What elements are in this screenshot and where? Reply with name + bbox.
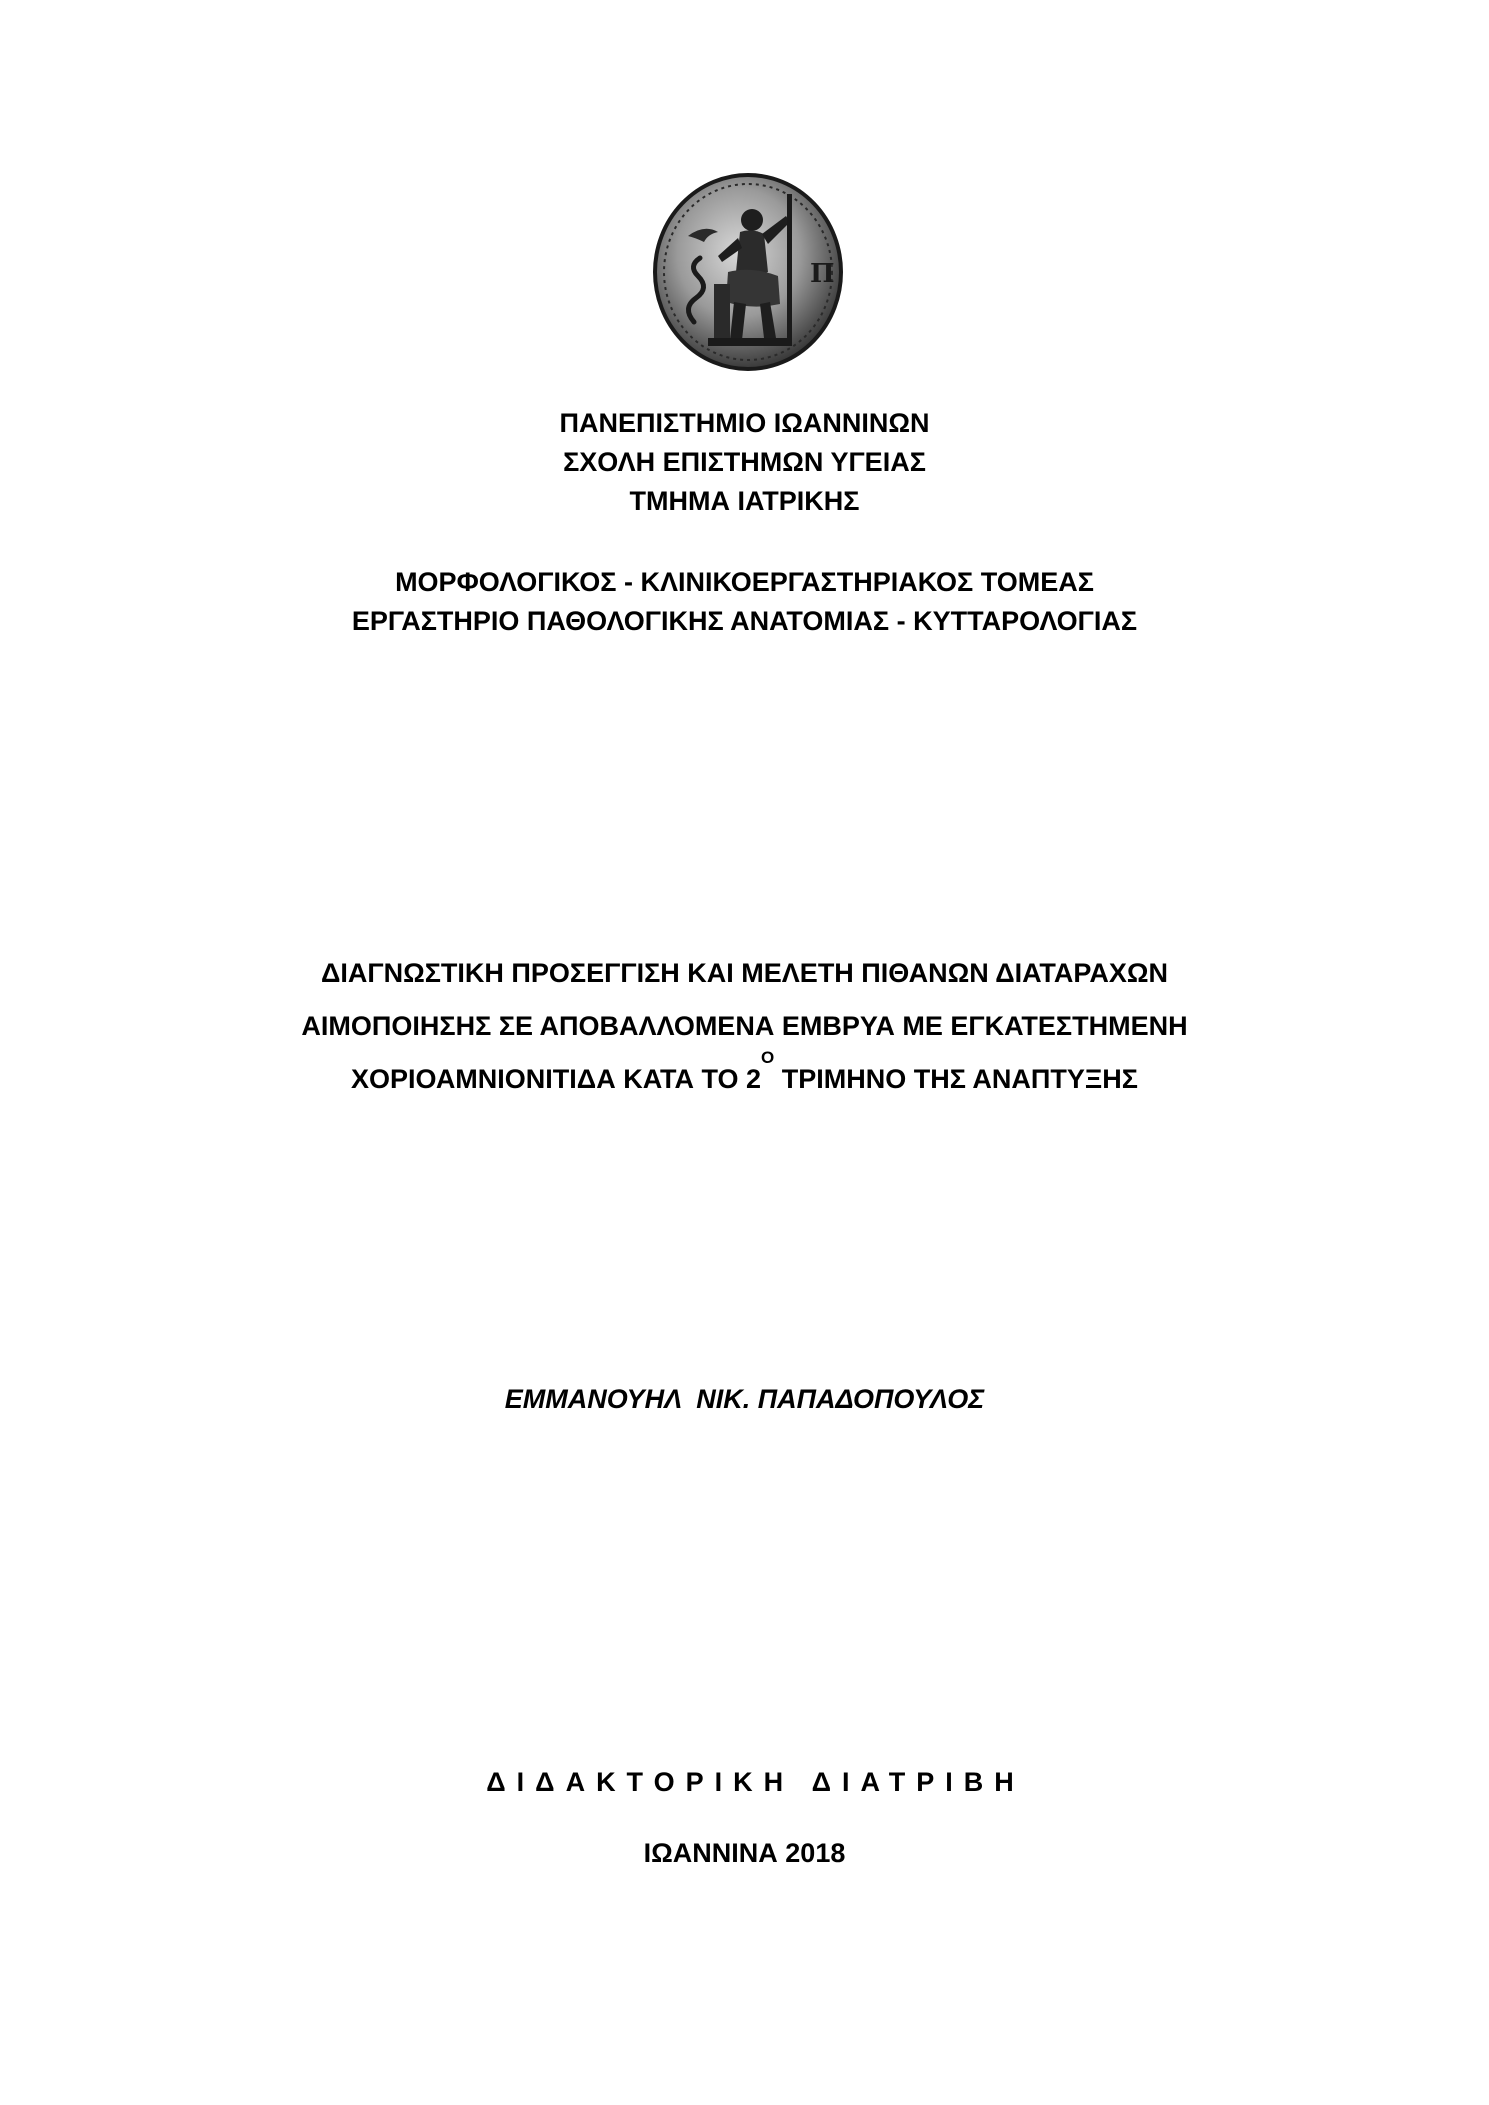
thesis-title-line-1: ΔΙΑΓΝΩΣΤΙΚΗ ΠΡΟΣΕΓΓΙΣΗ ΚΑΙ ΜΕΛΕΤΗ ΠΙΘΑΝΩΝ ΔΙΑΤΑΡΑΧΩΝ bbox=[320, 958, 1169, 988]
ordinal-superscript: Ο bbox=[760, 1048, 775, 1067]
emblem-inscription: Π bbox=[810, 259, 835, 289]
department-name: ΤΜΗΜΑ ΙΑΤΡΙΚΗΣ bbox=[629, 486, 860, 516]
division-header bbox=[0, 563, 1489, 641]
laboratory-name: ΕΡΓΑΣΤΗΡΙΟ ΠΑΘΟΛΟΓΙΚΗΣ ΑΝΑΤΟΜΙΑΣ - ΚΥΤΤΑΡΟΛΟΓΙΑΣ bbox=[351, 606, 1138, 636]
author-name: ΕΜΜΑΝΟΥΗΛ ΝΙΚ. ΠΑΠΑΔΟΠΟΥΛΟΣ bbox=[504, 1384, 985, 1414]
thesis-title-line-2: ΑΙΜΟΠΟΙΗΣΗΣ ΣΕ ΑΠΟΒΑΛΛΟΜΕΝΑ ΕΜΒΡΥΑ ΜΕ ΕΓΚΑΤΕΣΤΗΜΕΝΗ bbox=[301, 1011, 1188, 1041]
university-coin-emblem bbox=[648, 172, 848, 372]
school-name: ΣΧΟΛΗ ΕΠΙΣΤΗΜΩΝ ΥΓΕΙΑΣ bbox=[563, 447, 926, 477]
document-type: ΔΙΔΑΚΤΟΡΙΚΗ ΔΙΑΤΡΙΒΗ bbox=[486, 1767, 1025, 1797]
thesis-title-line-3-start: ΧΟΡΙΟΑΜΝΙΟΝΙΤΙΔΑ ΚΑΤΑ ΤΟ 2 bbox=[351, 1064, 761, 1094]
institution-header bbox=[0, 404, 1489, 521]
thesis-title bbox=[0, 947, 1489, 1106]
thesis-title-line-3-end: ΤΡΙΜΗΝΟ ΤΗΣ ΑΝΑΠΤΥΞΗΣ bbox=[774, 1064, 1138, 1094]
university-name: ΠΑΝΕΠΙΣΤΗΜΙΟ ΙΩΑΝΝΙΝΩΝ bbox=[559, 408, 930, 438]
thesis-title-line-3 bbox=[0, 1048, 1489, 1106]
place-and-year: ΙΩΑΝΝΙΝΑ 2018 bbox=[643, 1838, 846, 1868]
sector-name: ΜΟΡΦΟΛΟΓΙΚΟΣ - ΚΛΙΝΙΚΟΕΡΓΑΣΤΗΡΙΑΚΟΣ ΤΟΜΕΑΣ bbox=[395, 567, 1094, 597]
